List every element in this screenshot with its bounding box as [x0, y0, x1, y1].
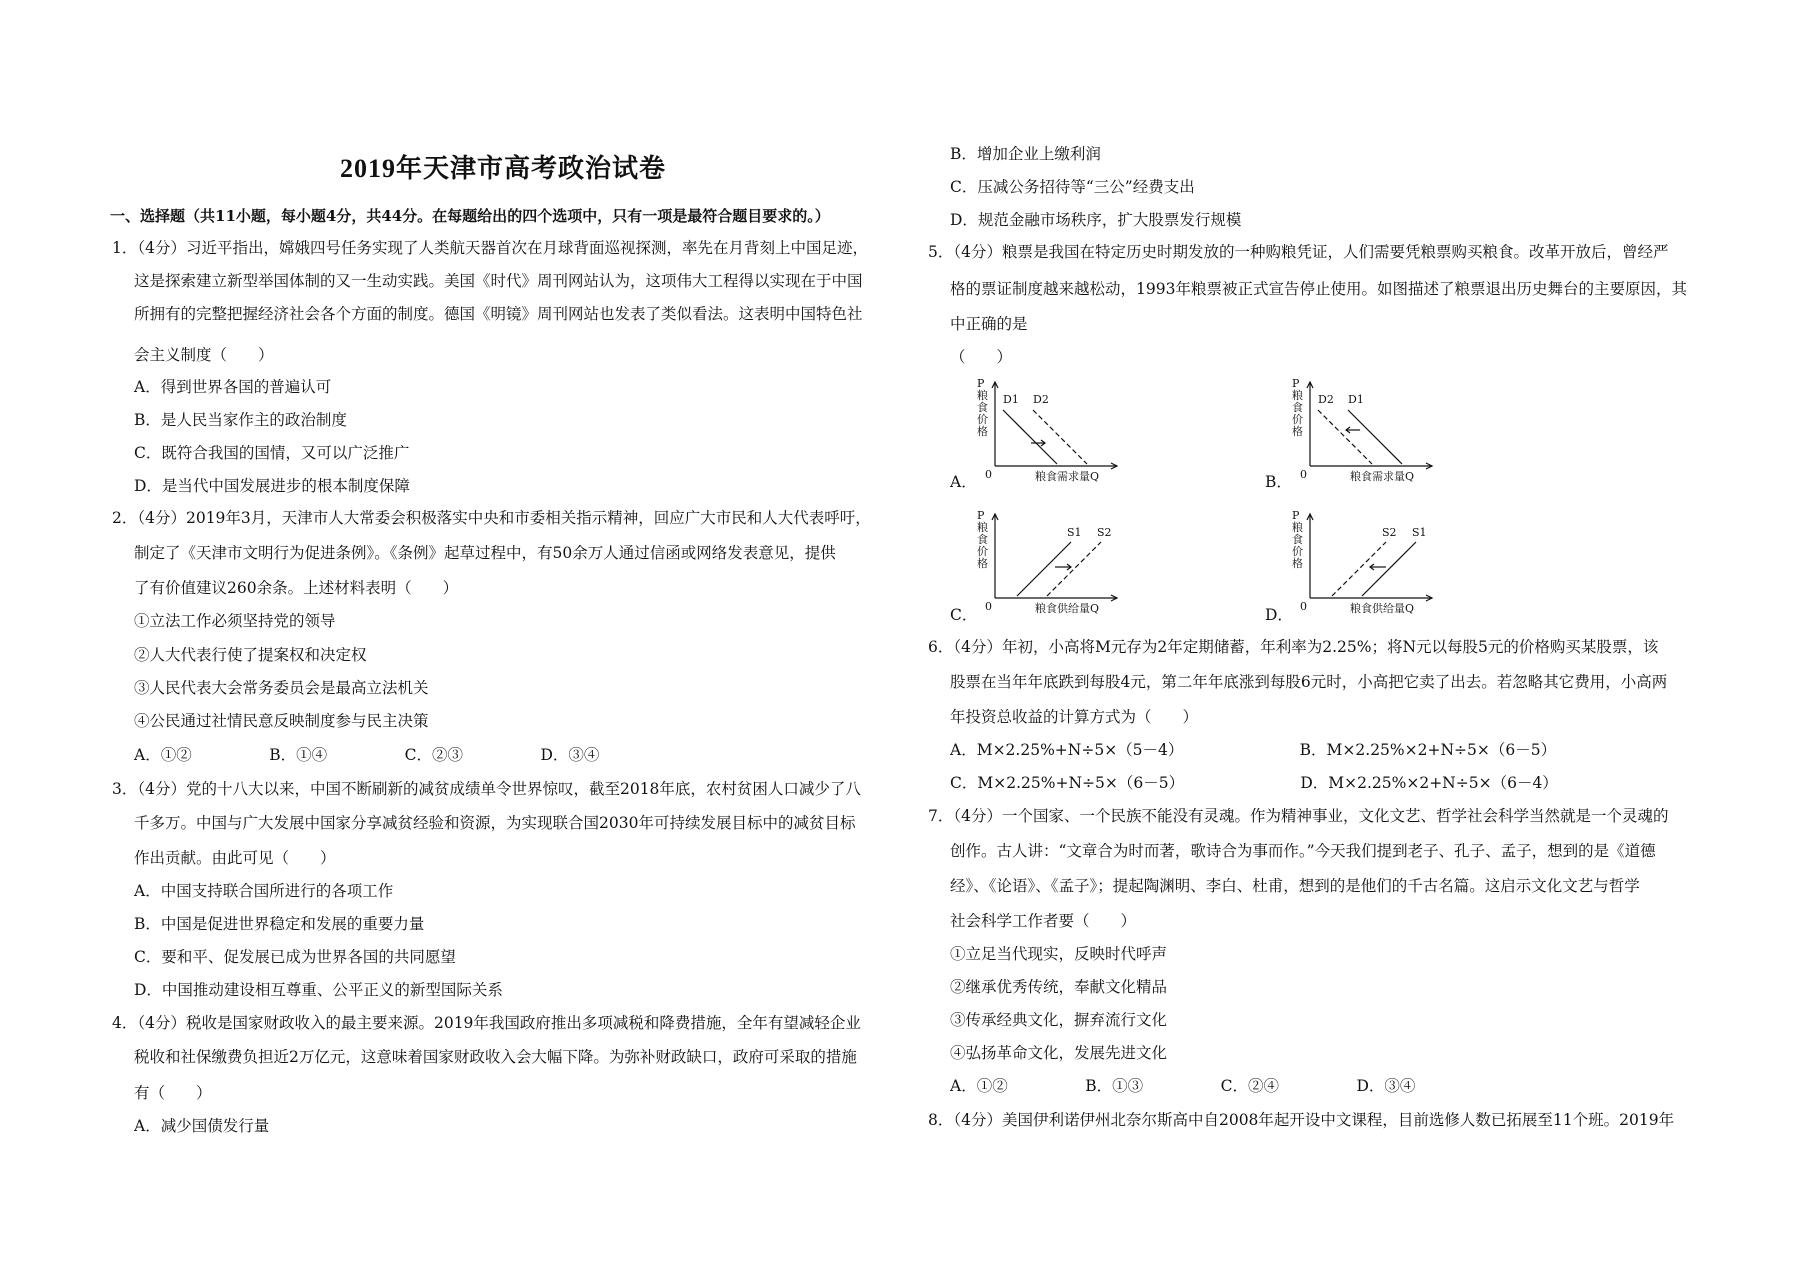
right-text-line: ④弘扬革命文化，发展先进文化: [950, 1044, 1168, 1062]
left-text-line: 1．（4分）习近平指出，嫦娥四号任务实现了人类航天器首次在月球背面巡视探测，率先在月背刻上中国足迹，: [112, 239, 868, 257]
graph-d-xlabel: 粮食供给量Q: [1350, 602, 1415, 615]
left-text-line: 千多万。中国与广大发展中国家分享减贫经验和资源，为实现联合国2030年可持续发展目标中的减贫目标: [134, 814, 856, 832]
right-text-line: D．规范金融市场秩序，扩大股票发行规模: [950, 211, 1242, 229]
right-text-line: 中正确的是: [950, 315, 1028, 333]
graph-c-xlabel: 粮食供给量Q: [1035, 602, 1100, 615]
graph-d-curve2-label: S1: [1412, 526, 1427, 539]
left-text-line: ④公民通过社情民意反映制度参与民主决策: [134, 712, 429, 730]
left-text-line: D．是当代中国发展进步的根本制度保障: [134, 477, 410, 495]
graph-a-curve2-label: D2: [1033, 393, 1049, 406]
left-text-line: 了有价值建议260余条。上述材料表明（ ）: [134, 579, 459, 597]
graph-d: [1290, 510, 1440, 615]
left-text-line: C．要和平、促发展已成为世界各国的共同愿望: [134, 948, 456, 966]
graph-b-curve2-label: D1: [1348, 393, 1364, 406]
graph-c-curve2-label: S2: [1097, 526, 1112, 539]
right-text-line: C．M×2.25%+N÷5×（6－5） D．M×2.25%×2+N÷5×（6－4）: [950, 774, 1558, 792]
right-text-line: A．M×2.25%+N÷5×（5－4） B．M×2.25%×2+N÷5×（6－5）: [950, 741, 1557, 759]
left-text-line: 这是探索建立新型举国体制的又一生动实践。美国《时代》周刊网站认为，这项伟大工程得以实现在于中国: [134, 272, 863, 290]
graph-d-origin: 0: [1300, 600, 1307, 613]
left-text-line: 4．（4分）税收是国家财政收入的最主要来源。2019年我国政府推出多项减税和降费措施，全年有望减轻企业: [112, 1014, 861, 1032]
left-text-line: A．中国支持联合国所进行的各项工作: [134, 882, 394, 900]
right-text-line: 格的票证制度越来越松动，1993年粮票被正式宣告停止使用。如图描述了粮票退出历史舞台的主要原因，其: [950, 280, 1687, 298]
left-text-line: 会主义制度（ ）: [134, 346, 274, 364]
left-text-line: ③人民代表大会常务委员会是最高立法机关: [134, 679, 429, 697]
graph-c-curve1-label: S1: [1067, 526, 1082, 539]
graph-a-ylabel: P 粮 食 价 格: [977, 377, 988, 438]
left-text-line: A．减少国债发行量: [134, 1117, 270, 1135]
left-text-line: 制定了《天津市文明行为促进条例》。《条例》起草过程中，有50余万人通过信函或网络发表意见，提供: [134, 544, 836, 562]
right-text-line: ③传承经典文化，摒弃流行文化: [950, 1011, 1168, 1029]
left-text-line: A．①② B．①④ C．②③ D．③④: [134, 746, 600, 764]
right-text-line: 社会科学工作者要（ ）: [950, 912, 1137, 930]
right-text-line: 股票在当年年底跌到每股4元，第二年年底涨到每股6元时，小高把它卖了出去。若忽略其它费用，小高两: [950, 673, 1668, 691]
graph-c-letter: C．: [950, 606, 978, 624]
graph-a-xlabel: 粮食需求量Q: [1035, 470, 1100, 483]
graph-b-letter: B．: [1265, 473, 1292, 491]
left-text-line: 有（ ）: [134, 1084, 212, 1102]
right-text-line: 经》、《论语》、《孟子》；提起陶渊明、李白、杜甫，想到的是他们的千古名篇。这启示文化文艺与哲学: [950, 877, 1640, 895]
left-text-line: A．得到世界各国的普遍认可: [134, 378, 332, 396]
right-text-line: （ ）: [950, 348, 1013, 366]
graph-b-curve1-label: D2: [1318, 393, 1334, 406]
right-text-line: ②继承优秀传统，奉献文化精品: [950, 978, 1168, 996]
right-text-line: C．压减公务招待等“三公”经费支出: [950, 178, 1195, 196]
right-text-line: 6．（4分）年初，小高将M元存为2年定期储蓄，年利率为2.25%；将N元以每股5元的价格购买某股票，该: [928, 638, 1659, 656]
left-text-line: C．既符合我国的国情，又可以广泛推广: [134, 444, 410, 462]
left-text-line: 作出贡献。由此可见（ ）: [134, 849, 336, 867]
right-text-line: 创作。古人讲：“文章合为时而著，歌诗合为事而作。”今天我们提到老子、孔子、孟子，想到的是《道德: [950, 842, 1656, 860]
graph-b-origin: 0: [1300, 468, 1307, 481]
graph-c: [975, 510, 1125, 615]
right-text-line: 7．（4分）一个国家、一个民族不能没有灵魂。作为精神事业，文化文艺、哲学社会科学当然就是一个灵魂的: [928, 807, 1669, 825]
right-text-line: 年投资总收益的计算方式为（ ）: [950, 708, 1199, 726]
graph-a-origin: 0: [985, 468, 992, 481]
left-text-line: B．是人民当家作主的政治制度: [134, 411, 347, 429]
right-text-line: A．①② B．①③ C．②④ D．③④: [950, 1077, 1416, 1095]
left-text-line: 3．（4分）党的十八大以来，中国不断刷新的减贫成绩单令世界惊叹，截至2018年底，农村贫困人口减少了八: [112, 780, 861, 798]
graph-b-ylabel: P 粮 食 价 格: [1292, 377, 1303, 438]
graph-b-xlabel: 粮食需求量Q: [1350, 470, 1415, 483]
right-text-line: ①立足当代现实，反映时代呼声: [950, 945, 1168, 963]
graph-b: [1290, 378, 1440, 483]
graph-d-letter: D．: [1265, 606, 1293, 624]
graph-a-letter: A．: [950, 473, 977, 491]
left-text-line: 所拥有的完整把握经济社会各个方面的制度。德国《明镜》周刊网站也发表了类似看法。这表明中国特色社: [134, 305, 863, 323]
right-text-line: B．增加企业上缴利润: [950, 145, 1101, 163]
left-text-line: 2．（4分）2019年3月，天津市人大常委会积极落实中央和市委相关指示精神，回应广大市民和人大代表呼吁，: [112, 509, 871, 527]
graph-c-ylabel: P 粮 食 价 格: [977, 509, 988, 570]
section-title: 一、选择题（共11小题，每小题4分，共44分。在每题给出的四个选项中，只有一项是最符合题目要求的。）: [110, 207, 830, 225]
left-text-line: B．中国是促进世界稳定和发展的重要力量: [134, 915, 425, 933]
right-text-line: 5．（4分）粮票是我国在特定历史时期发放的一种购粮凭证，人们需要凭粮票购买粮食。改革开放后，曾经严: [928, 243, 1669, 261]
right-text-line: 8．（4分）美国伊利诺伊州北奈尔斯高中自2008年起开设中文课程，目前选修人数已拓展至11个班。2019年: [928, 1111, 1675, 1129]
graph-d-curve1-label: S2: [1382, 526, 1397, 539]
left-text-line: 税收和社保缴费负担近2万亿元，这意味着国家财政收入会大幅下降。为弥补财政缺口，政府可采取的措施: [134, 1048, 857, 1066]
graph-a-curve1-label: D1: [1003, 393, 1019, 406]
graph-c-origin: 0: [985, 600, 992, 613]
left-text-line: ②人大代表行使了提案权和决定权: [134, 646, 367, 664]
graph-d-ylabel: P 粮 食 价 格: [1292, 509, 1303, 570]
left-text-line: ①立法工作必须坚持党的领导: [134, 612, 336, 630]
page-title: 2019年天津市高考政治试卷: [340, 154, 667, 183]
graph-a: [975, 378, 1125, 483]
left-text-line: D．中国推动建设相互尊重、公平正义的新型国际关系: [134, 981, 503, 999]
